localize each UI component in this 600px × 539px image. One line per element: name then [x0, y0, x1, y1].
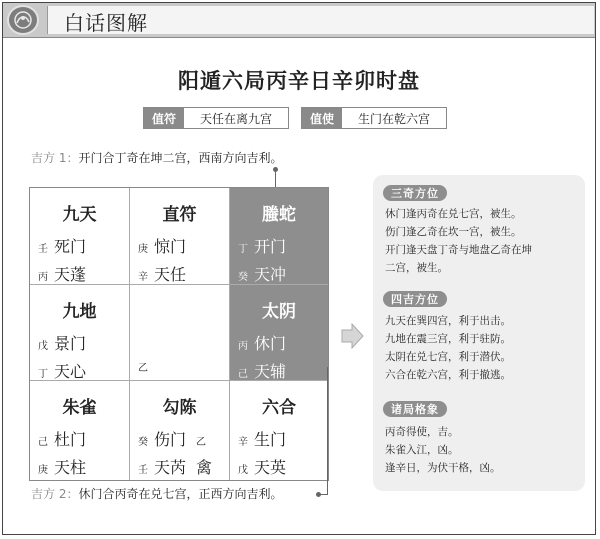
star-line — [138, 455, 212, 478]
page-frame — [2, 2, 596, 535]
palace-cell — [130, 188, 230, 285]
header-title-box — [47, 6, 594, 34]
stem-label: 壬 — [138, 465, 148, 476]
star-name: 天柱 — [54, 458, 87, 477]
stem-label: 癸 — [238, 272, 248, 283]
zhifu-value: 天任在离九宫 — [184, 108, 288, 128]
deity-label: 朱雀 — [62, 398, 97, 418]
stem-label: 己 — [38, 437, 48, 448]
star-name: 天芮 — [154, 458, 187, 477]
section-head-3: 诸局格象 — [383, 401, 447, 417]
zhifu-label: 值符 — [144, 108, 184, 128]
section-head-2: 四吉方位 — [383, 291, 447, 307]
qimen-grid — [29, 187, 329, 481]
section-line: 逢辛日，为伏干格，凶。 — [385, 462, 501, 474]
section-body-1 — [385, 205, 581, 277]
stem-label: 丁 — [238, 244, 248, 255]
deity-label: 九天 — [62, 205, 97, 225]
stem-label: 辛 — [238, 437, 248, 448]
star-line — [38, 455, 86, 478]
star-line — [38, 262, 86, 285]
door-line — [138, 234, 186, 257]
palace-cell — [230, 188, 328, 285]
connector-line-2 — [327, 367, 328, 495]
zhishi-value: 生门在乾六宫 — [342, 108, 446, 128]
star-name: 天任 — [154, 265, 187, 284]
star-name: 天英 — [254, 458, 287, 477]
section-line: 开门逢天盘丁奇与地盘乙奇在坤 — [385, 244, 532, 256]
note-2-text: 休门合丙奇在兑七宫，正西方向吉利。 — [78, 487, 283, 501]
deity-label: 太阴 — [262, 302, 296, 322]
deity-label: 螣蛇 — [262, 205, 296, 225]
star-line — [138, 359, 154, 374]
section-line: 朱雀入江，凶。 — [385, 444, 459, 456]
deity-label: 勾陈 — [162, 398, 197, 418]
door-name: 死门 — [54, 237, 87, 256]
arrow-icon — [340, 323, 364, 353]
stem-label: 丁 — [38, 369, 48, 380]
star-line — [238, 455, 286, 478]
section-line: 休门逢丙奇在兑七宫，被生。 — [385, 208, 522, 220]
door-line — [38, 427, 86, 450]
stem-label: 己 — [238, 369, 248, 380]
section-line: 六合在乾六宫，利于撤逃。 — [385, 369, 511, 381]
note-1-text: 开门合丁奇在坤二宫，西南方向吉利。 — [78, 151, 283, 165]
stem-label: 庚 — [138, 244, 148, 255]
header-title: 白话图解 — [64, 11, 148, 35]
section-line: 二宫，被生。 — [385, 262, 448, 274]
section-body-2 — [385, 312, 581, 384]
stem-label: 庚 — [38, 465, 48, 476]
section-line: 太阴在兑七宫，利于潜伏。 — [385, 351, 511, 363]
section-line: 九地在震三宫，利于驻防。 — [385, 333, 511, 345]
palace-cell — [230, 285, 328, 381]
star-name: 天辅 — [254, 362, 287, 381]
door-line — [238, 427, 286, 450]
star-line — [238, 359, 286, 382]
palace-cell — [230, 381, 328, 480]
note-1 — [31, 149, 282, 166]
logo-icon — [7, 5, 39, 35]
extra-label: 乙 — [196, 437, 207, 448]
deity-label: 六合 — [262, 398, 296, 418]
stem-label: 戊 — [238, 465, 248, 476]
header-bar — [3, 3, 595, 38]
star-line — [238, 262, 286, 285]
palace-cell — [130, 285, 230, 381]
zhishi-label: 值使 — [302, 108, 342, 128]
palace-cell — [30, 285, 130, 381]
star-line — [138, 262, 186, 285]
note-2-tag: 吉方 2： — [31, 487, 79, 501]
section-line: 伤门逢乙奇在坎一宫，被生。 — [385, 226, 522, 238]
star-name: 天冲 — [254, 265, 287, 284]
door-name: 杜门 — [54, 430, 87, 449]
page-title: 阳遁六局丙辛日辛卯时盘 — [178, 69, 420, 93]
door-name: 伤门 — [154, 430, 187, 449]
star-name: 天心 — [54, 362, 87, 381]
door-name: 生门 — [254, 430, 287, 449]
star-name: 天蓬 — [54, 265, 87, 284]
door-line — [38, 234, 86, 257]
connector-dot-2 — [316, 492, 321, 497]
section-line: 丙奇得使，吉。 — [385, 426, 459, 438]
palace-cell — [30, 188, 130, 285]
analysis-panel — [373, 175, 585, 491]
door-line — [238, 234, 286, 257]
palace-cell — [130, 381, 230, 480]
stem-label: 癸 — [138, 437, 148, 448]
palace-cell — [30, 381, 130, 480]
door-line — [238, 331, 286, 354]
stem-label: 辛 — [138, 272, 148, 283]
door-name: 休门 — [254, 334, 287, 353]
deity-label: 直符 — [162, 205, 197, 225]
stem-label: 乙 — [138, 363, 148, 374]
deity-label: 九地 — [62, 302, 97, 322]
stem-label: 戊 — [38, 341, 48, 352]
section-line: 九天在巽四宫，利于出击。 — [385, 315, 511, 327]
section-body-3 — [385, 423, 581, 477]
door-name: 景门 — [54, 334, 87, 353]
note-1-tag: 吉方 1： — [31, 151, 79, 165]
zhishi-bar — [301, 107, 447, 129]
connector-line-1 — [275, 169, 276, 187]
door-name: 惊门 — [154, 237, 187, 256]
stem-label: 丙 — [238, 341, 248, 352]
section-head-1: 三奇方位 — [383, 185, 447, 201]
star-line — [38, 359, 86, 382]
door-line — [38, 331, 86, 354]
extra-label: 禽 — [196, 458, 213, 477]
stem-label: 壬 — [38, 244, 48, 255]
stem-label: 丙 — [38, 272, 48, 283]
door-line — [138, 427, 206, 450]
zhifu-bar — [143, 107, 289, 129]
note-2 — [31, 485, 282, 502]
door-name: 开门 — [254, 237, 287, 256]
